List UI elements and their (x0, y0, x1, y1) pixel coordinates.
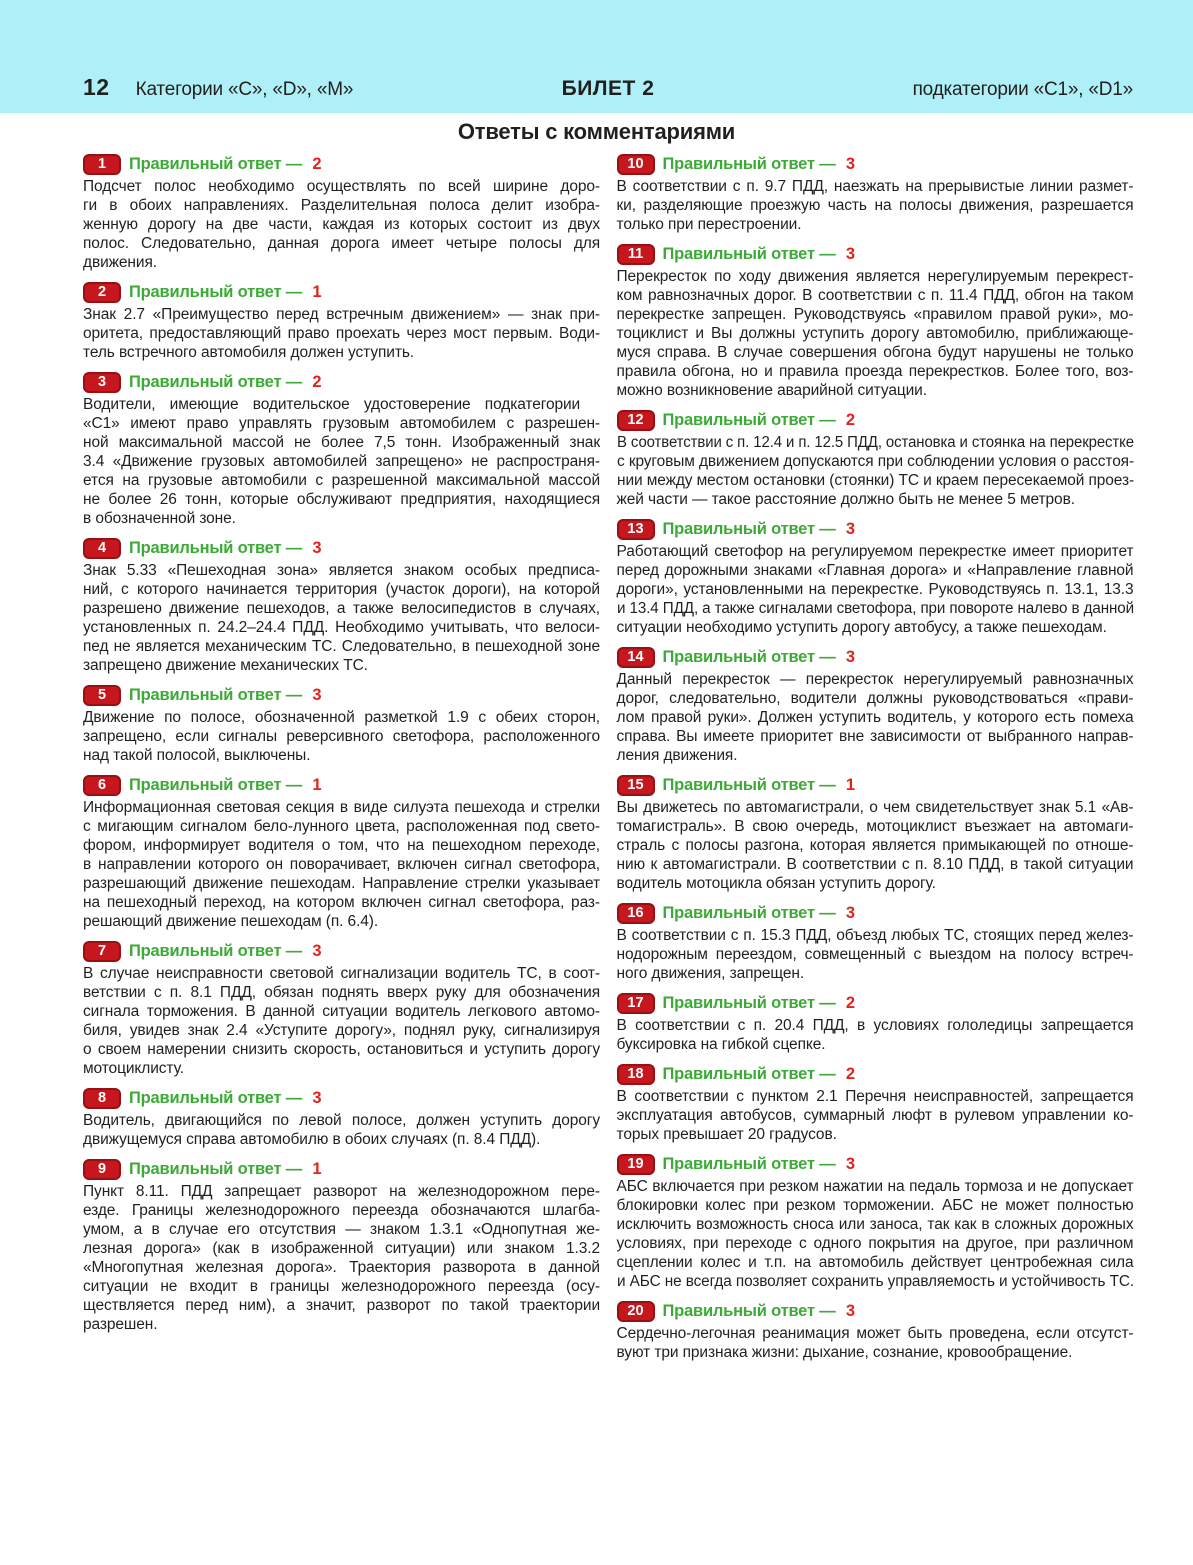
answer-text-line: нии между местом остановки (стоянки) ТС и краем пересекаемой проез- (616, 472, 1134, 489)
answer-number-badge: 8 (83, 1088, 121, 1109)
correct-answer-value: 3 (312, 942, 322, 960)
answer-text (83, 964, 600, 1078)
answer-text (617, 798, 1134, 893)
answer-text-line: правила обгона, но и правила проезда перекрестков. Более того, воз- (616, 363, 1134, 380)
answer-text-line: ществляется перед ним), а значит, разворот по такой траектории (83, 1297, 600, 1314)
answer-text-line: в направлении которого он поворачивает, включен сигнал светофора, (83, 856, 600, 873)
answer-header (83, 372, 600, 393)
correct-answer-label: Правильный ответ — (129, 283, 307, 301)
correct-answer-label: Правильный ответ — (129, 942, 307, 960)
answer-block (617, 519, 1134, 637)
answer-header (617, 519, 1134, 540)
correct-answer-value: 3 (312, 1089, 322, 1107)
answer-text-line: жей части — такое расстояние должно быть не менее 5 метров. (616, 491, 1075, 508)
answer-number-badge: 4 (83, 538, 121, 559)
answer-text-line: и АБС не всегда позволяет сохранить управляемость и устойчивость ТС. (616, 1273, 1134, 1290)
answer-text-line: Знак 2.7 «Преимущество перед встречным движением» — знак при- (83, 306, 600, 323)
answer-text-line: не более 26 тонн, которые обслуживают предприятия, находящиеся (83, 491, 600, 508)
answer-text-line: перед дорожными знаками «Главная дорога» и «Направление главной (616, 562, 1134, 579)
answer-text-line: «Многопутная железная дорога». Траектория разворота в данной (83, 1259, 600, 1276)
answer-text-line: в обозначенной зоне. (83, 510, 236, 527)
answer-text-line: фором, информирует водителя о том, что на пешеходном переходе, (83, 837, 600, 854)
answer-text-line: нию к автомагистрали. В соответствии с п. 8.10 ПДД, в такой ситуации (616, 856, 1134, 873)
correct-answer-label: Правильный ответ — (662, 155, 840, 173)
correct-answer-value: 3 (845, 904, 856, 922)
answer-text-line: полос. Следовательно, данная дорога имеет четыре полосы для (83, 235, 600, 252)
correct-answer-value: 2 (312, 373, 322, 391)
answer-text (83, 1111, 600, 1149)
page-header (0, 0, 1193, 113)
answer-number-badge: 17 (617, 993, 655, 1014)
correct-answer-value: 1 (845, 776, 856, 794)
correct-answer-label: Правильный ответ — (662, 1065, 840, 1083)
answer-header (617, 993, 1134, 1014)
answer-block (617, 903, 1134, 983)
answer-text-line: В соответствии с п. 15.3 ПДД, объезд любых ТС, стоящих перед желез- (616, 927, 1134, 944)
subcategories-label: подкатегории «С1», «D1» (912, 79, 1133, 100)
answer-number-badge: 18 (617, 1064, 655, 1085)
answer-text (617, 1016, 1134, 1054)
answer-number-badge: 20 (617, 1301, 655, 1322)
answer-text-line: установленных п. 24.2–24.4 ПДД. Необходимо учитывать, что велоси- (83, 619, 600, 636)
answer-text-line: нодорожным переездом, совмещенный с выездом на полосу встреч- (616, 946, 1134, 963)
correct-answer-label: Правильный ответ — (129, 155, 307, 173)
answer-text-line: умом, а в случае его отсутствия — знаком 1.3.1 «Однопутная же- (83, 1221, 600, 1238)
answer-text (83, 305, 600, 362)
answer-text-line: ний, с которого начинается территория (участок дороги), на которой (83, 581, 600, 598)
answer-text-line: Перекресток по ходу движения является нерегулируемым перекрест- (616, 268, 1134, 285)
answer-block (617, 1154, 1134, 1291)
answer-text-line: Информационная световая секция в виде силуэта пешехода и стрелки (83, 799, 600, 816)
answer-block (617, 410, 1134, 509)
answer-header (617, 903, 1134, 924)
answer-number-badge: 3 (83, 372, 121, 393)
answer-text-line: В случае неисправности световой сигнализации водитель ТС, в соот- (83, 965, 600, 982)
answer-text-line: ги в обоих направлениях. Разделительная полоса делит изобра- (83, 197, 600, 214)
correct-answer-value: 3 (845, 245, 856, 263)
answer-block (617, 647, 1134, 765)
answer-block (83, 1159, 600, 1334)
answer-text-line: решающий движение пешеходам (п. 6.4). (83, 913, 379, 930)
answer-text-line: ки, разделяющие проезжую часть на полосы движения, разрешается (616, 197, 1134, 214)
answer-text-line: Движение по полосе, обозначенной разметкой 1.9 с обеих сторон, (83, 709, 600, 726)
answer-header (617, 775, 1134, 796)
answer-text-line: страль с полосы разгона, которая является примыкающей по отноше- (616, 837, 1134, 854)
answer-header (83, 282, 600, 303)
answer-block (83, 154, 600, 272)
answer-text (617, 542, 1134, 637)
answer-text-line: справа. Вы имеете приоритет вне зависимости от выбранного направ- (616, 728, 1134, 745)
answer-text-line: водитель мотоцикла обязан уступить дорогу. (616, 875, 936, 892)
answer-text-line: В соответствии с п. 20.4 ПДД, в условиях гололедицы запрещается (616, 1017, 1134, 1034)
answer-header (617, 1154, 1134, 1175)
answer-number-badge: 12 (617, 410, 655, 431)
correct-answer-value: 3 (845, 155, 856, 173)
answer-number-badge: 9 (83, 1159, 121, 1180)
answer-text-line: Работающий светофор на регулируемом перекрестке имеет приоритет (616, 543, 1134, 560)
correct-answer-value: 2 (312, 155, 322, 173)
answer-text (617, 267, 1134, 400)
answer-block (617, 775, 1134, 893)
correct-answer-label: Правильный ответ — (129, 776, 307, 794)
answer-block (617, 993, 1134, 1054)
answer-number-badge: 6 (83, 775, 121, 796)
answer-block (83, 538, 600, 675)
answer-number-badge: 1 (83, 154, 121, 175)
answer-header (617, 410, 1134, 431)
answer-text (83, 561, 600, 675)
answer-text-line: тоциклист и Вы должны уступить дорогу автомобилю, приближающе- (616, 325, 1134, 342)
answer-text-line: В соответствии с п. 12.4 и п. 12.5 ПДД, остановка и стоянка на перекрестке (616, 434, 1134, 451)
answer-text-line: ситуации необходимо уступить дорогу автобусу, а также пешеходам. (616, 619, 1107, 636)
answer-header (83, 775, 600, 796)
answer-number-badge: 2 (83, 282, 121, 303)
answer-block (83, 372, 600, 528)
correct-answer-label: Правильный ответ — (129, 1160, 307, 1178)
answer-text-line: ется на грузовые автомобили с разрешенной максимальной массой (83, 472, 600, 489)
answer-header (83, 1088, 600, 1109)
correct-answer-value: 2 (845, 994, 856, 1012)
answer-text-line: «С1» имеют право управлять грузовым автомобилем с разрешен- (83, 415, 600, 432)
answer-text (83, 395, 600, 528)
answer-text-line: тель встречного автомобиля должен уступить. (83, 344, 415, 361)
answer-text-line: и 13.4 ПДД, а также сигналами светофора, при повороте налево в данной (616, 600, 1134, 617)
correct-answer-label: Правильный ответ — (129, 1089, 307, 1107)
answer-header (617, 1064, 1134, 1085)
page-number: 12 (83, 74, 110, 100)
answer-text (83, 177, 600, 272)
answer-text-line: разрешено движение пешеходов, а также велосипедистов в случаях, (83, 600, 600, 617)
answer-text-line: езде. Границы железнодорожного переезда обозначаются шлагба- (83, 1202, 600, 1219)
answer-text (617, 1324, 1134, 1362)
answer-text-line: лом правой руки». Должен уступить водитель, у которого есть помеха (616, 709, 1134, 726)
answer-text-line: вуют три признака жизни: дыхание, сознание, кровообращение. (616, 1344, 1073, 1361)
correct-answer-value: 3 (312, 686, 322, 704)
answer-header (83, 1159, 600, 1180)
answer-header (83, 154, 600, 175)
answer-text-line: Сердечно-легочная реанимация может быть проведена, если отсутст- (616, 1325, 1134, 1342)
answer-block (83, 1088, 600, 1149)
answer-text-line: сигнала торможения. В данной ситуации водитель легкового автомо- (83, 1003, 600, 1020)
answer-block (617, 1301, 1134, 1362)
header-left (83, 74, 562, 101)
correct-answer-value: 3 (312, 539, 322, 557)
answer-number-badge: 16 (617, 903, 655, 924)
answer-text-line: ком равнозначных дорог. В соответствии с п. 11.4 ПДД, обгон на таком (616, 287, 1134, 304)
answer-text-line: перекрестке запрещен. Руководствуясь «правилом правой руки», мо- (616, 306, 1134, 323)
answer-text-line: Вы движетесь по автомагистрали, о чем свидетельствует знак 5.1 «Ав- (616, 799, 1134, 816)
correct-answer-label: Правильный ответ — (662, 648, 840, 666)
answer-text-line: разрешающий движение пешеходам. Направление стрелки указывает (83, 875, 600, 892)
answer-text-line: томагистраль». В свою очередь, мотоциклист въезжает на автомаги- (616, 818, 1134, 835)
answer-header (617, 1301, 1134, 1322)
answer-header (617, 244, 1134, 265)
correct-answer-label: Правильный ответ — (662, 245, 840, 263)
answer-text-line: ситуации не входит в границы железнодорожного переезда (осу- (83, 1278, 600, 1295)
answer-text-line: движущемуся справа автомобилю в обоих случаях (п. 8.4 ПДД). (83, 1131, 541, 1148)
correct-answer-label: Правильный ответ — (662, 1302, 840, 1320)
answer-number-badge: 14 (617, 647, 655, 668)
answer-text-line: торых превышает 20 градусов. (616, 1126, 837, 1143)
answer-header (617, 154, 1134, 175)
answer-text-line: с круговым движением допускаются при соблюдении условия о расстоя- (616, 453, 1134, 470)
answers-column-left (83, 154, 600, 1372)
answer-text-line: на пешеходный переход, на котором включен сигнал светофора, раз- (83, 894, 600, 911)
answer-text-line: исключить возможность сноса или заноса, так как в сложных дорожных (616, 1216, 1134, 1233)
answer-text-line: Водитель, двигающийся по левой полосе, должен уступить дорогу (83, 1112, 600, 1129)
categories-label: Категории «С», «D», «М» (135, 79, 354, 100)
answer-number-badge: 13 (617, 519, 655, 540)
answer-text-line: движения. (83, 254, 157, 271)
answer-text-line: разрешен. (83, 1316, 158, 1333)
answer-text-line: запрещено движение механических ТС. (83, 657, 368, 674)
answer-number-badge: 7 (83, 941, 121, 962)
answer-number-badge: 19 (617, 1154, 655, 1175)
answer-text-line: ного движения, запрещен. (616, 965, 805, 982)
answer-text-line: ной максимальной массой не более 7,5 тонн. Изображенный знак (83, 434, 600, 451)
answer-text-line: можно возникновение аварийной ситуации. (616, 382, 927, 399)
answer-text-line: мотоциклисту. (83, 1060, 184, 1077)
answer-text-line: пед не является механическим ТС. Следовательно, в пешеходной зоне (83, 638, 600, 655)
answer-number-badge: 10 (617, 154, 655, 175)
answer-text-line: Подсчет полос необходимо осуществлять по всей ширине доро- (83, 178, 600, 195)
answer-block (83, 282, 600, 362)
answer-text-line: В соответствии с пунктом 2.1 Перечня неисправностей, запрещается (616, 1088, 1134, 1105)
answers-column-right (617, 154, 1134, 1372)
answer-text-line: биля, увидев знак 2.4 «Уступите дорогу», поднял руку, сигнализируя (83, 1022, 600, 1039)
answer-text (617, 670, 1134, 765)
answer-text-line: эксплуатация автобусов, суммарный люфт в рулевом управлении ко- (616, 1107, 1134, 1124)
correct-answer-value: 2 (845, 1065, 856, 1083)
correct-answer-label: Правильный ответ — (129, 373, 307, 391)
answer-text-line: сцеплении колес и т.п. на автомобиль действует центробежная сила (616, 1254, 1134, 1271)
correct-answer-value: 2 (845, 411, 856, 429)
answer-text-line: дорог, следовательно, водители должны руководствоваться «прави- (616, 690, 1134, 707)
answer-text-line: над такой полосой, выключены. (83, 747, 311, 764)
answer-text-line: Знак 5.33 «Пешеходная зона» является знаком особых предписа- (83, 562, 600, 579)
correct-answer-label: Правильный ответ — (662, 994, 840, 1012)
correct-answer-value: 3 (845, 1302, 856, 1320)
correct-answer-label: Правильный ответ — (662, 904, 840, 922)
answer-text-line: муся справа. В случае совершения обгона будут нарушены не только (616, 344, 1134, 361)
ticket-title: БИЛЕТ 2 (561, 77, 655, 100)
correct-answer-label: Правильный ответ — (662, 776, 840, 794)
answer-number-badge: 15 (617, 775, 655, 796)
answer-header (617, 647, 1134, 668)
correct-answer-value: 3 (845, 648, 856, 666)
answer-text (617, 177, 1134, 234)
answer-header (83, 685, 600, 706)
correct-answer-value: 1 (312, 776, 322, 794)
answer-text-line: АБС включается при резком нажатии на педаль тормоза и не допускает (616, 1178, 1134, 1195)
correct-answer-label: Правильный ответ — (662, 1155, 840, 1173)
answer-number-badge: 5 (83, 685, 121, 706)
answer-block (617, 1064, 1134, 1144)
answer-text-line: о своем намерении снизить скорость, остановиться и уступить дорогу (83, 1041, 600, 1058)
answer-text-line: блокировки колес при резком торможении. АБС не может полностью (616, 1197, 1134, 1214)
correct-answer-label: Правильный ответ — (129, 686, 307, 704)
correct-answer-label: Правильный ответ — (662, 411, 840, 429)
correct-answer-label: Правильный ответ — (662, 520, 840, 538)
answer-text-line: ветствии с п. 8.1 ПДД, обязан поднять вверх руку для обозначения (83, 984, 600, 1001)
answer-text-line: с мигающим сигналом бело-лунного цвета, расположенная под свето- (83, 818, 600, 835)
correct-answer-value: 3 (845, 520, 856, 538)
answer-text (617, 433, 1134, 509)
answers-columns (0, 154, 1193, 1372)
correct-answer-value: 3 (845, 1155, 856, 1173)
answer-block (617, 244, 1134, 400)
answer-text-line: оритета, предоставляющий право проехать через мост первым. Води- (83, 325, 600, 342)
answer-block (83, 685, 600, 765)
answer-text-line: дороги», установленными на перекрестке. Руководствуясь п. 13.1, 13.3 (616, 581, 1134, 598)
answer-text (83, 708, 600, 765)
answer-text (617, 926, 1134, 983)
answer-text-line: только при перестроении. (616, 216, 802, 233)
answer-header (83, 941, 600, 962)
answer-block (83, 775, 600, 931)
answer-text-line: Пункт 8.11. ПДД запрещает разворот на железнодорожном пере- (83, 1183, 600, 1200)
answer-text-line: лезная дорога» (как в изображенной ситуации) или знаком 1.3.2 (83, 1240, 600, 1257)
correct-answer-value: 1 (312, 1160, 322, 1178)
answer-text-line: 3.4 «Движение грузовых автомобилей запрещено» не распространя- (83, 453, 600, 470)
answer-text (617, 1177, 1134, 1291)
answer-text-line: В соответствии с п. 9.7 ПДД, наезжать на прерывистые линии размет- (616, 178, 1134, 195)
page-title: Ответы с комментариями (457, 119, 736, 144)
answer-header (83, 538, 600, 559)
answer-text (617, 1087, 1134, 1144)
correct-answer-label: Правильный ответ — (129, 539, 307, 557)
answer-text (83, 1182, 600, 1334)
answer-number-badge: 11 (617, 244, 655, 265)
answer-text-line: ления движения. (616, 747, 738, 764)
answer-block (83, 941, 600, 1078)
answer-text-line: Водители, имеющие водительское удостоверение подкатегории (83, 396, 581, 413)
answer-text-line: запрещено, если сигналы реверсивного светофора, расположенного (83, 728, 600, 745)
answer-text (83, 798, 600, 931)
correct-answer-value: 1 (312, 283, 322, 301)
answer-text-line: женную дорогу на две части, каждая из которых состоит из двух (83, 216, 600, 233)
answer-text-line: Данный перекресток — перекресток нерегулируемый равнозначных (616, 671, 1134, 688)
answer-text-line: буксировка на гибкой сцепке. (616, 1036, 826, 1053)
answer-text-line: условиях, при переходе с одного покрытия на другое, при различном (616, 1235, 1134, 1252)
answer-block (617, 154, 1134, 234)
